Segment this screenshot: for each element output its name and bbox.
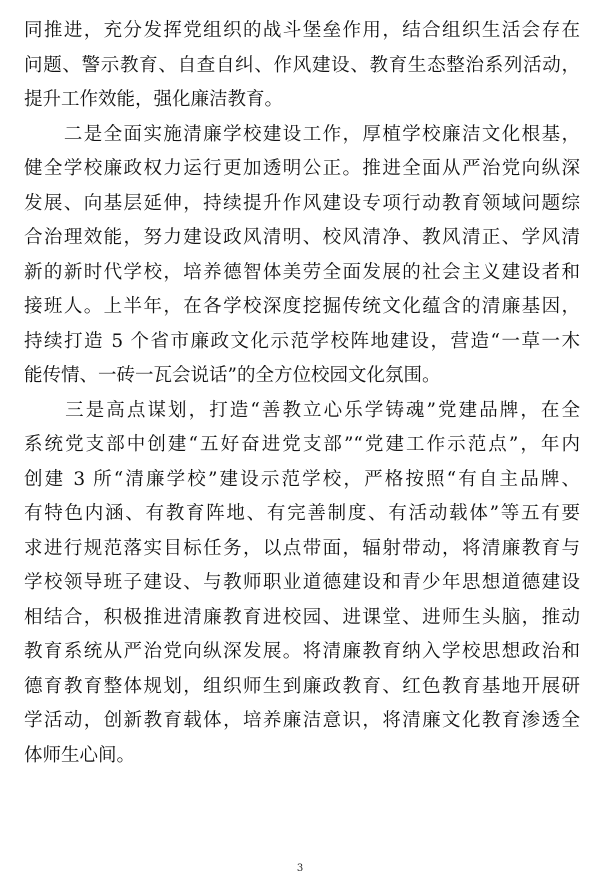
- text-line: 求进行规范落实目标任务，以点带面，辐射带动，将清廉教育与: [24, 537, 580, 559]
- text-line: 新的新时代学校，培养德智体美劳全面发展的社会主义建设者和: [24, 261, 580, 283]
- text-line: 体师生心间。: [24, 744, 136, 766]
- text-line: 健全学校廉政权力运行更加透明公正。推进全面从严治党向纵深: [24, 158, 580, 179]
- text-line: 接班人。上半年，在各学校深度挖掘传统文化蕴含的清廉基因，: [24, 296, 580, 317]
- text-line: 系统党支部中创建“五好奋进党支部”“党建工作示范点”，年内: [24, 434, 580, 455]
- body-text: [24, 14, 580, 773]
- text-line: 持续打造 5 个省市廉政文化示范学校阵地建设，营造“一草一木: [24, 330, 580, 352]
- text-line: 相结合，积极推进清廉教育进校园、进课堂、进师生头脑，推动: [24, 606, 580, 628]
- text-line: 教育系统从严治党向纵深发展。将清廉教育纳入学校思想政治和: [24, 641, 580, 662]
- text-line: 德育教育整体规划，组织师生到廉政教育、红色教育基地开展研: [24, 675, 580, 697]
- text-line: 三是高点谋划，打造“善教立心乐学铸魂”党建品牌，在全: [24, 399, 580, 421]
- text-line: 能传情、一砖一瓦会说话”的全方位校园文化氛围。: [24, 365, 441, 386]
- text-line: 学校领导班子建设、与教师职业道德建设和青少年思想道德建设: [24, 572, 580, 593]
- text-line: 同推进，充分发挥党组织的战斗堡垒作用，结合组织生活会存在: [24, 20, 580, 41]
- text-line: 二是全面实施清廉学校建设工作，厚植学校廉洁文化根基，: [24, 123, 580, 145]
- text-line: 提升工作效能，强化廉洁教育。: [24, 89, 284, 110]
- text-line: 问题、警示教育、自查自纠、作风建设、教育生态整治系列活动，: [24, 54, 580, 76]
- text-line: 有特色内涵、有教育阵地、有完善制度、有活动载体”等五有要: [24, 503, 580, 524]
- page-number: 3: [296, 863, 304, 874]
- text-line: 创建 3 所“清廉学校”建设示范学校，严格按照“有自主品牌、: [24, 468, 580, 490]
- text-line: 发展、向基层延伸，持续提升作风建设专项行动教育领域问题综: [24, 192, 580, 214]
- text-line: 合治理效能，努力建设政风清明、校风清净、教风清正、学风清: [24, 227, 580, 248]
- text-line: 学活动，创新教育载体，培养廉洁意识，将清廉文化教育渗透全: [24, 710, 580, 731]
